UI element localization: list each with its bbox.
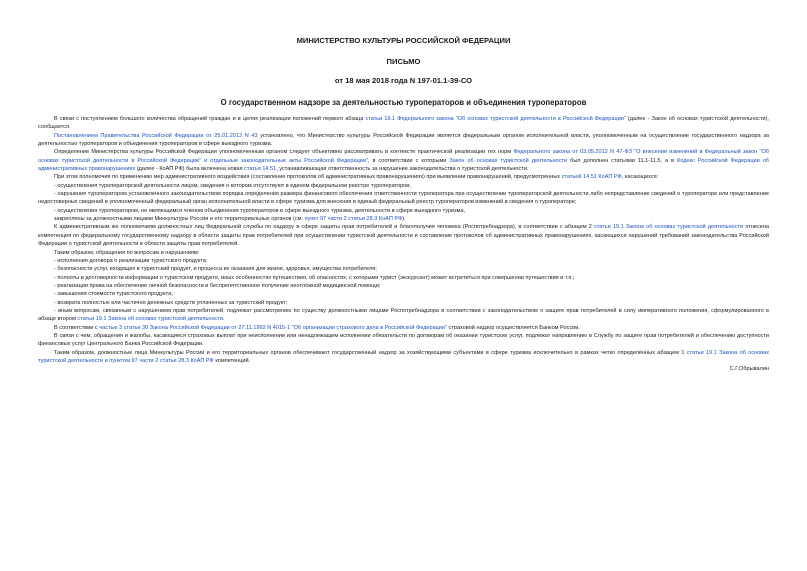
koap-link[interactable]: Кодекс Российской Федерации об административных правонарушениях (38, 157, 769, 173)
paragraph-2 (38, 132, 769, 149)
text: В связи с поступлением большого количества обращений граждан и в целях реализации положений первого абзаца (54, 116, 366, 122)
text: (далее - КоАП РФ) была включена новая (135, 166, 245, 173)
list-item: - возврата полностью или частично денежных средств уплаченных за туристский продукт; (54, 299, 288, 306)
text: , в соответствии с которыми (367, 157, 450, 164)
list-item: - осуществления туроператорской деятельности лицом, сведения о котором отсутствуют в едином федеральном реестре туроператоров; (54, 182, 411, 189)
paragraph-17 (38, 307, 769, 324)
list-item: - осуществления туроператором, не являющимся членом объединения туроператоров в сфере выездного туризма, деятельности в сфере выездного туризма, (54, 207, 466, 214)
koap-point-97-link[interactable]: пункт 97 части 2 статьи 28.3 КоАП РФ (304, 216, 403, 223)
text: , устанавливающая ответственность за нарушение законодательства о туристской деятельности. (276, 166, 529, 173)
list-item: - завышения стоимости туристского продукта; (54, 291, 173, 298)
text: - иным вопросам, связанным с нарушением прав потребителей, подлежат рассмотрению по существу должностными лицами Роспотребнадзора в соответствии с законодательством о защите прав потребителей в силу императивного положения, сформулированного в абзаце втором (38, 307, 769, 323)
ministry-title: МИНИСТЕРСТВО КУЛЬТУРЫ РОССИЙСКОЙ ФЕДЕРАЦИИ (296, 36, 511, 45)
paragraph-8 (38, 215, 769, 223)
text: страховой надзор осуществляется Банком России. (447, 324, 580, 331)
list-item: - реализации права на обеспечение личной безопасности и беспрепятственное получение неотложной медицинской помощи; (54, 282, 381, 289)
paragraph-10: Таким образом, обращения по вопросам и нарушениям: (54, 249, 200, 256)
article-14-51-link[interactable]: статья 14.51 (244, 166, 277, 173)
law-link[interactable]: статьи 19.1 Федерального закона "Об основах туристской деятельности в Российской Федерации" (365, 116, 626, 122)
text: . (222, 316, 225, 323)
signature: С.Г.Обрывалин (729, 366, 769, 373)
text: компетенций. (213, 357, 251, 364)
article-19-1-link[interactable]: статьи 19.1 Закона об основах туристской деятельности (77, 316, 223, 323)
federal-law-link[interactable]: Федерального закона от 03.05.2012 N 47-ФЗ "О внесении изменений в Федеральный закон "Об основах туристской деятельности в Российской Федерации" и отдельные законодательные акты Российской Федерации" (38, 149, 769, 164)
list-item: - исполнения договора о реализации туристского продукта; (54, 257, 208, 264)
text: (далее - Закон об основах туристской деятельности), сообщается. (38, 116, 769, 131)
text: , касающихся: (621, 174, 659, 181)
list-item: - полноты и достоверности информации о туристском продукте, иных особенностях путешествия, об опасностях, с которыми турист (экскурсант) может встретиться при совершении путешествия и т.п.; (54, 274, 575, 281)
text: ). (402, 216, 406, 223)
resolution-link[interactable]: Постановлением Правительства Российской Федерации от 25.01.2013 N 43 (54, 132, 258, 139)
text: При этом полномочия по применению мер административного воздействия (составление протоколов об административных правонарушениях) при выявлении правонарушений, предусмотренных (54, 174, 562, 181)
paragraph-3 (38, 148, 769, 173)
document-type: ПИСЬМО (386, 57, 421, 66)
text: К административным же полномочиям должностных лиц Федеральной службы по надзору в сфере защиты прав потребителей и благополучия человека (Роспотребнадзора), в соответствии с абзацем 2 (54, 224, 594, 231)
article-19-1-and-koap-link[interactable]: статьи 19.1 Закона об основах туристской деятельности и пунктом 97 части 2 статьи 28.3 КоАП РФ (38, 349, 770, 364)
paragraph-4 (38, 173, 769, 181)
text: установлено, что Министерство культуры Российской Федерации является федеральным органом исполнительной власти, уполномоченным на осуществление государственного надзора за деятельностью туроператоров и объединения туроператоров в сфере выездного туризма. (38, 132, 769, 148)
document-subject: О государственном надзоре за деятельностью туроператоров и объединения туроператоров (220, 98, 587, 107)
text: В соответствии с (54, 324, 100, 331)
document-date-number: от 18 мая 2018 года N 197-01.1-39-СО (334, 76, 473, 85)
paragraph-18 (38, 324, 769, 332)
text: Определение Министерства культуры Российской Федерации уполномоченным органом следует объективно рассматривать в контексте практической реализации тех норм (54, 149, 514, 156)
paragraph-19: В связи с чем, обращения и жалобы, касающиеся страховых выплат при неисполнении или ненадлежащем исполнении обязательств по договорам об оказании туристских услуг, подлежат направлению в Службу по защите прав потребителей и обеспечению доступности финансовых услуг Центрального Банка Российской Федерации. (38, 332, 769, 348)
text: был дополнен статьями 11.1-11.5, а в (567, 157, 678, 164)
insurance-law-link[interactable]: частью 3 статьи 30 Закона Российской Федерации от 27.11.1992 N 4015-1 "Об организации страхового дела в Российской Федерации" (99, 324, 448, 331)
article-14-51-koap-link[interactable]: статьей 14.51 КоАП РФ (561, 174, 622, 181)
article-19-1-link[interactable]: статьи 19.1 Закона об основах туристской деятельности (593, 224, 744, 231)
document-body (38, 115, 769, 374)
paragraph-9 (38, 223, 769, 248)
list-item: - безопасности услуг, входящих в туристский продукт, и процесса их оказания для жизни, здоровья, имущества потребителя; (54, 266, 377, 273)
text: Таким образом, должностные лица Минкультуры России и его территориальных органов обеспечивают государственный надзор за хозяйствующими субъектами в сфере туризма исключительно в рамках четко определённых абзацем 1 (54, 349, 687, 356)
paragraph-1 (38, 115, 769, 132)
text: отнесена компетенция по федеральному государственному надзору в области защиты прав потребителей при осуществлении туристской деятельности и составление протоколов об административных правонарушениях, касающихся нарушений требований законодательства Российской Федерации о туристской деятельности в области защиты прав потребителей. (38, 224, 770, 248)
paragraph-20 (38, 349, 769, 366)
tourism-law-link[interactable]: Закон об основах туристской деятельности (449, 157, 568, 164)
text: закреплены за должностными лицами Минкультуры России и его территориальных органов (см. (54, 216, 305, 223)
list-item: - нарушения туроператором установленного законодательством порядка определения размера финансового обеспечения ответственности туроператора при осуществлении туроператорской деятельности либо непредставление сведений о туроператоре или представление недостоверных сведений в уполномоченный федеральный орган исполнительной власти в сфере туризма для внесения в единый федеральный реестр туроператоров изменений в сведения о туроператоре; (38, 191, 769, 206)
